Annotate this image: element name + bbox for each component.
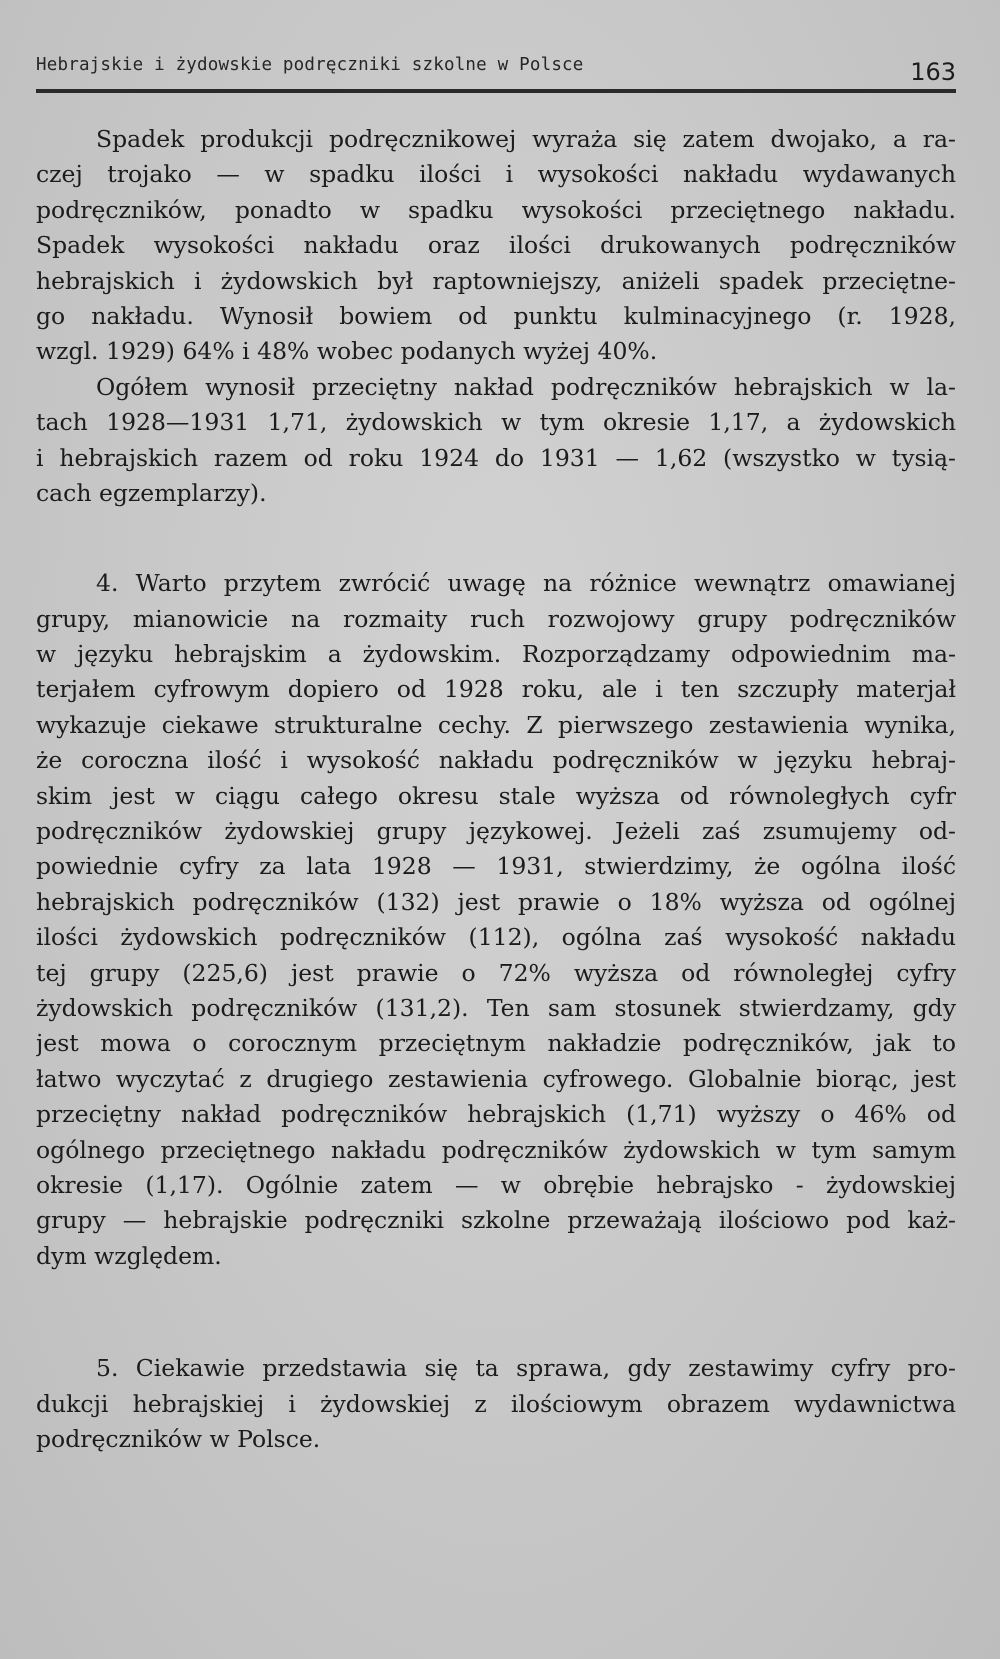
page-header	[36, 52, 956, 98]
text-line: hebrajskich i żydowskich był raptowniejszy, aniżeli spadek przeciętne-	[36, 266, 956, 295]
paragraph-3	[36, 566, 956, 1274]
paragraph-gap	[36, 511, 956, 566]
text-line: grupy, mianowicie na rozmaity ruch rozwojowy grupy podręczników	[36, 604, 956, 633]
text-line: dukcji hebrajskiej i żydowskiej z ilościowym obrazem wydawnictwa	[36, 1389, 956, 1418]
body-text	[36, 122, 956, 1457]
text-line: podręczników, ponadto w spadku wysokości przeciętnego nakładu.	[36, 195, 956, 224]
text-line: ilości żydowskich podręczników (112), ogólna zaś wysokość nakładu	[36, 923, 956, 952]
paragraph-2	[36, 370, 956, 512]
text-line: cach egzemplarzy).	[36, 478, 267, 507]
text-line: grupy — hebrajskie podręczniki szkolne przeważają ilościowo pod każ-	[36, 1206, 956, 1235]
text-line: podręczników w Polsce.	[36, 1424, 321, 1453]
text-line: powiednie cyfry za lata 1928 — 1931, stwierdzimy, że ogólna ilość	[36, 852, 956, 881]
text-line: jest mowa o corocznym przeciętnym nakładzie podręczników, jak to	[36, 1029, 956, 1058]
header-rule	[36, 89, 956, 93]
text-line: wykazuje ciekawe strukturalne cechy. Z pierwszego zestawienia wynika,	[36, 710, 956, 739]
text-line: że coroczna ilość i wysokość nakładu podręczników w języku hebraj-	[36, 746, 956, 775]
text-line: dym względem.	[36, 1241, 222, 1270]
paragraph-gap	[36, 1274, 956, 1351]
text-line: w języku hebrajskim a żydowskim. Rozporządzamy odpowiednim ma-	[36, 640, 956, 669]
running-title: Hebrajskie i żydowskie podręczniki szkolne w Polsce	[36, 55, 584, 75]
text-line: terjałem cyfrowym dopiero od 1928 roku, ale i ten szczupły materjał	[36, 675, 956, 704]
text-line: czej trojako — w spadku ilości i wysokości nakładu wydawanych	[36, 160, 956, 189]
text-line: Ogółem wynosił przeciętny nakład podręczników hebrajskich w la-	[96, 372, 956, 401]
text-line: okresie (1,17). Ogólnie zatem — w obrębie hebrajsko - żydowskiej	[36, 1170, 956, 1199]
text-line: Spadek produkcji podręcznikowej wyraża się zatem dwojako, a ra-	[96, 125, 956, 153]
text-line: i hebrajskich razem od roku 1924 do 1931 — 1,62 (wszystko w tysią-	[36, 443, 956, 472]
text-line: żydowskich podręczników (131,2). Ten sam stosunek stwierdzamy, gdy	[36, 993, 956, 1022]
text-line: skim jest w ciągu całego okresu stale wyższa od równoległych cyfr	[36, 781, 956, 810]
text-line: łatwo wyczytać z drugiego zestawienia cyfrowego. Globalnie biorąc, jest	[36, 1064, 956, 1093]
text-line: ogólnego przeciętnego nakładu podręczników żydowskich w tym samym	[36, 1135, 956, 1164]
paragraph-1	[36, 122, 956, 370]
text-line: 4. Warto przytem zwrócić uwagę na różnice wewnątrz omawianej	[96, 569, 956, 598]
text-line: przeciętny nakład podręczników hebrajskich (1,71) wyższy o 46% od	[36, 1100, 956, 1129]
text-line: tach 1928—1931 1,71, żydowskich w tym okresie 1,17, a żydowskich	[36, 408, 956, 437]
text-line: tej grupy (225,6) jest prawie o 72% wyższa od równoległej cyfry	[36, 958, 956, 987]
text-line: 5. Ciekawie przedstawia się ta sprawa, gdy zestawimy cyfry pro-	[96, 1354, 956, 1383]
text-line: hebrajskich podręczników (132) jest prawie o 18% wyższa od ogólnej	[36, 887, 956, 916]
paragraph-4	[36, 1351, 956, 1457]
text-line: podręczników żydowskiej grupy językowej. Jeżeli zaś zsumujemy od-	[36, 817, 956, 846]
text-line: go nakładu. Wynosił bowiem od punktu kulminacyjnego (r. 1928,	[36, 301, 956, 330]
page-number: 163	[910, 58, 956, 86]
text-line: wzgl. 1929) 64% i 48% wobec podanych wyżej 40%.	[36, 337, 658, 366]
text-line: Spadek wysokości nakładu oraz ilości drukowanych podręczników	[36, 231, 956, 260]
